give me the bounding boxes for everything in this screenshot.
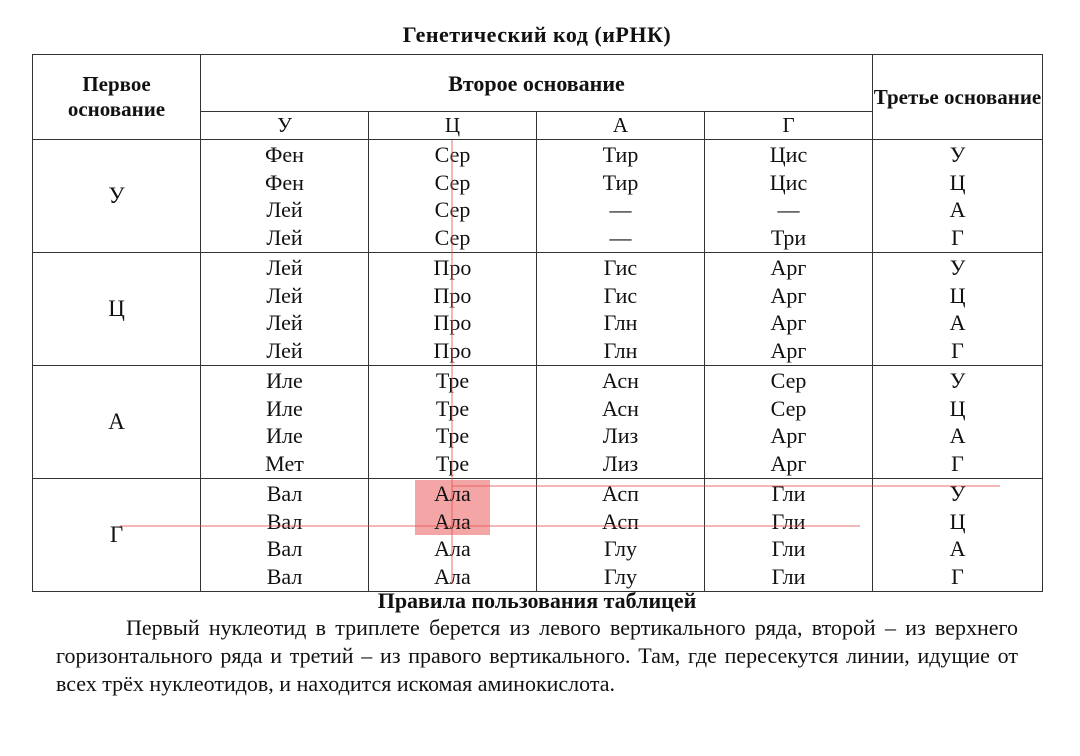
amino-cell: Гли Гли Гли Гли — [705, 479, 873, 592]
amino-cell: Сер Сер Сер Сер — [369, 140, 537, 253]
amino-cell: Вал Вал Вал Вал — [201, 479, 369, 592]
amino-cell: Тре Тре Тре Тре — [369, 366, 537, 479]
header-first-base: Первое основание — [33, 55, 201, 140]
amino-cell: Лей Лей Лей Лей — [201, 253, 369, 366]
rules-title: Правила пользования таблицей — [377, 588, 697, 613]
first-base-cell: У — [33, 140, 201, 253]
amino-cell: Тир Тир — — — [537, 140, 705, 253]
third-base-cell: У Ц А Г — [873, 479, 1043, 592]
amino-cell: Сер Сер Арг Арг — [705, 366, 873, 479]
amino-cell: Гис Гис Глн Глн — [537, 253, 705, 366]
amino-cell: Асп Асп Глу Глу — [537, 479, 705, 592]
amino-cell: Асн Асн Лиз Лиз — [537, 366, 705, 479]
second-base-c: Ц — [369, 112, 537, 140]
table-row — [33, 140, 1043, 253]
second-base-u: У — [201, 112, 369, 140]
amino-cell: Про Про Про Про — [369, 253, 537, 366]
amino-cell: Ала Ала Ала Ала — [369, 479, 537, 592]
header-third-base: Третье основание — [873, 55, 1043, 140]
table-row — [33, 479, 1043, 592]
header-second-base: Второе основание — [201, 55, 873, 112]
amino-cell: Иле Иле Иле Мет — [201, 366, 369, 479]
third-base-cell: У Ц А Г — [873, 253, 1043, 366]
table-row — [33, 253, 1043, 366]
page-title: Генетический код (иРНК) — [402, 22, 672, 47]
first-base-cell: А — [33, 366, 201, 479]
table-row — [33, 366, 1043, 479]
second-base-g: Г — [705, 112, 873, 140]
third-base-cell: У Ц А Г — [873, 366, 1043, 479]
amino-cell: Арг Арг Арг Арг — [705, 253, 873, 366]
rules-text: Первый нуклеотид в триплете берется из левого вертикального ряда, второй – из верхнего горизонтального ряда и третий – из правого вертикального. Там, где пересекутся линии, идущие от всех трёх нуклеотидов, и находится искомая аминокислота. — [56, 615, 1018, 696]
third-base-cell: У Ц А Г — [873, 140, 1043, 253]
genetic-code-table — [32, 54, 1043, 592]
first-base-cell: Г — [33, 479, 201, 592]
amino-cell: Фен Фен Лей Лей — [201, 140, 369, 253]
amino-cell: Цис Цис — Три — [705, 140, 873, 253]
first-base-cell: Ц — [33, 253, 201, 366]
second-base-a: А — [537, 112, 705, 140]
